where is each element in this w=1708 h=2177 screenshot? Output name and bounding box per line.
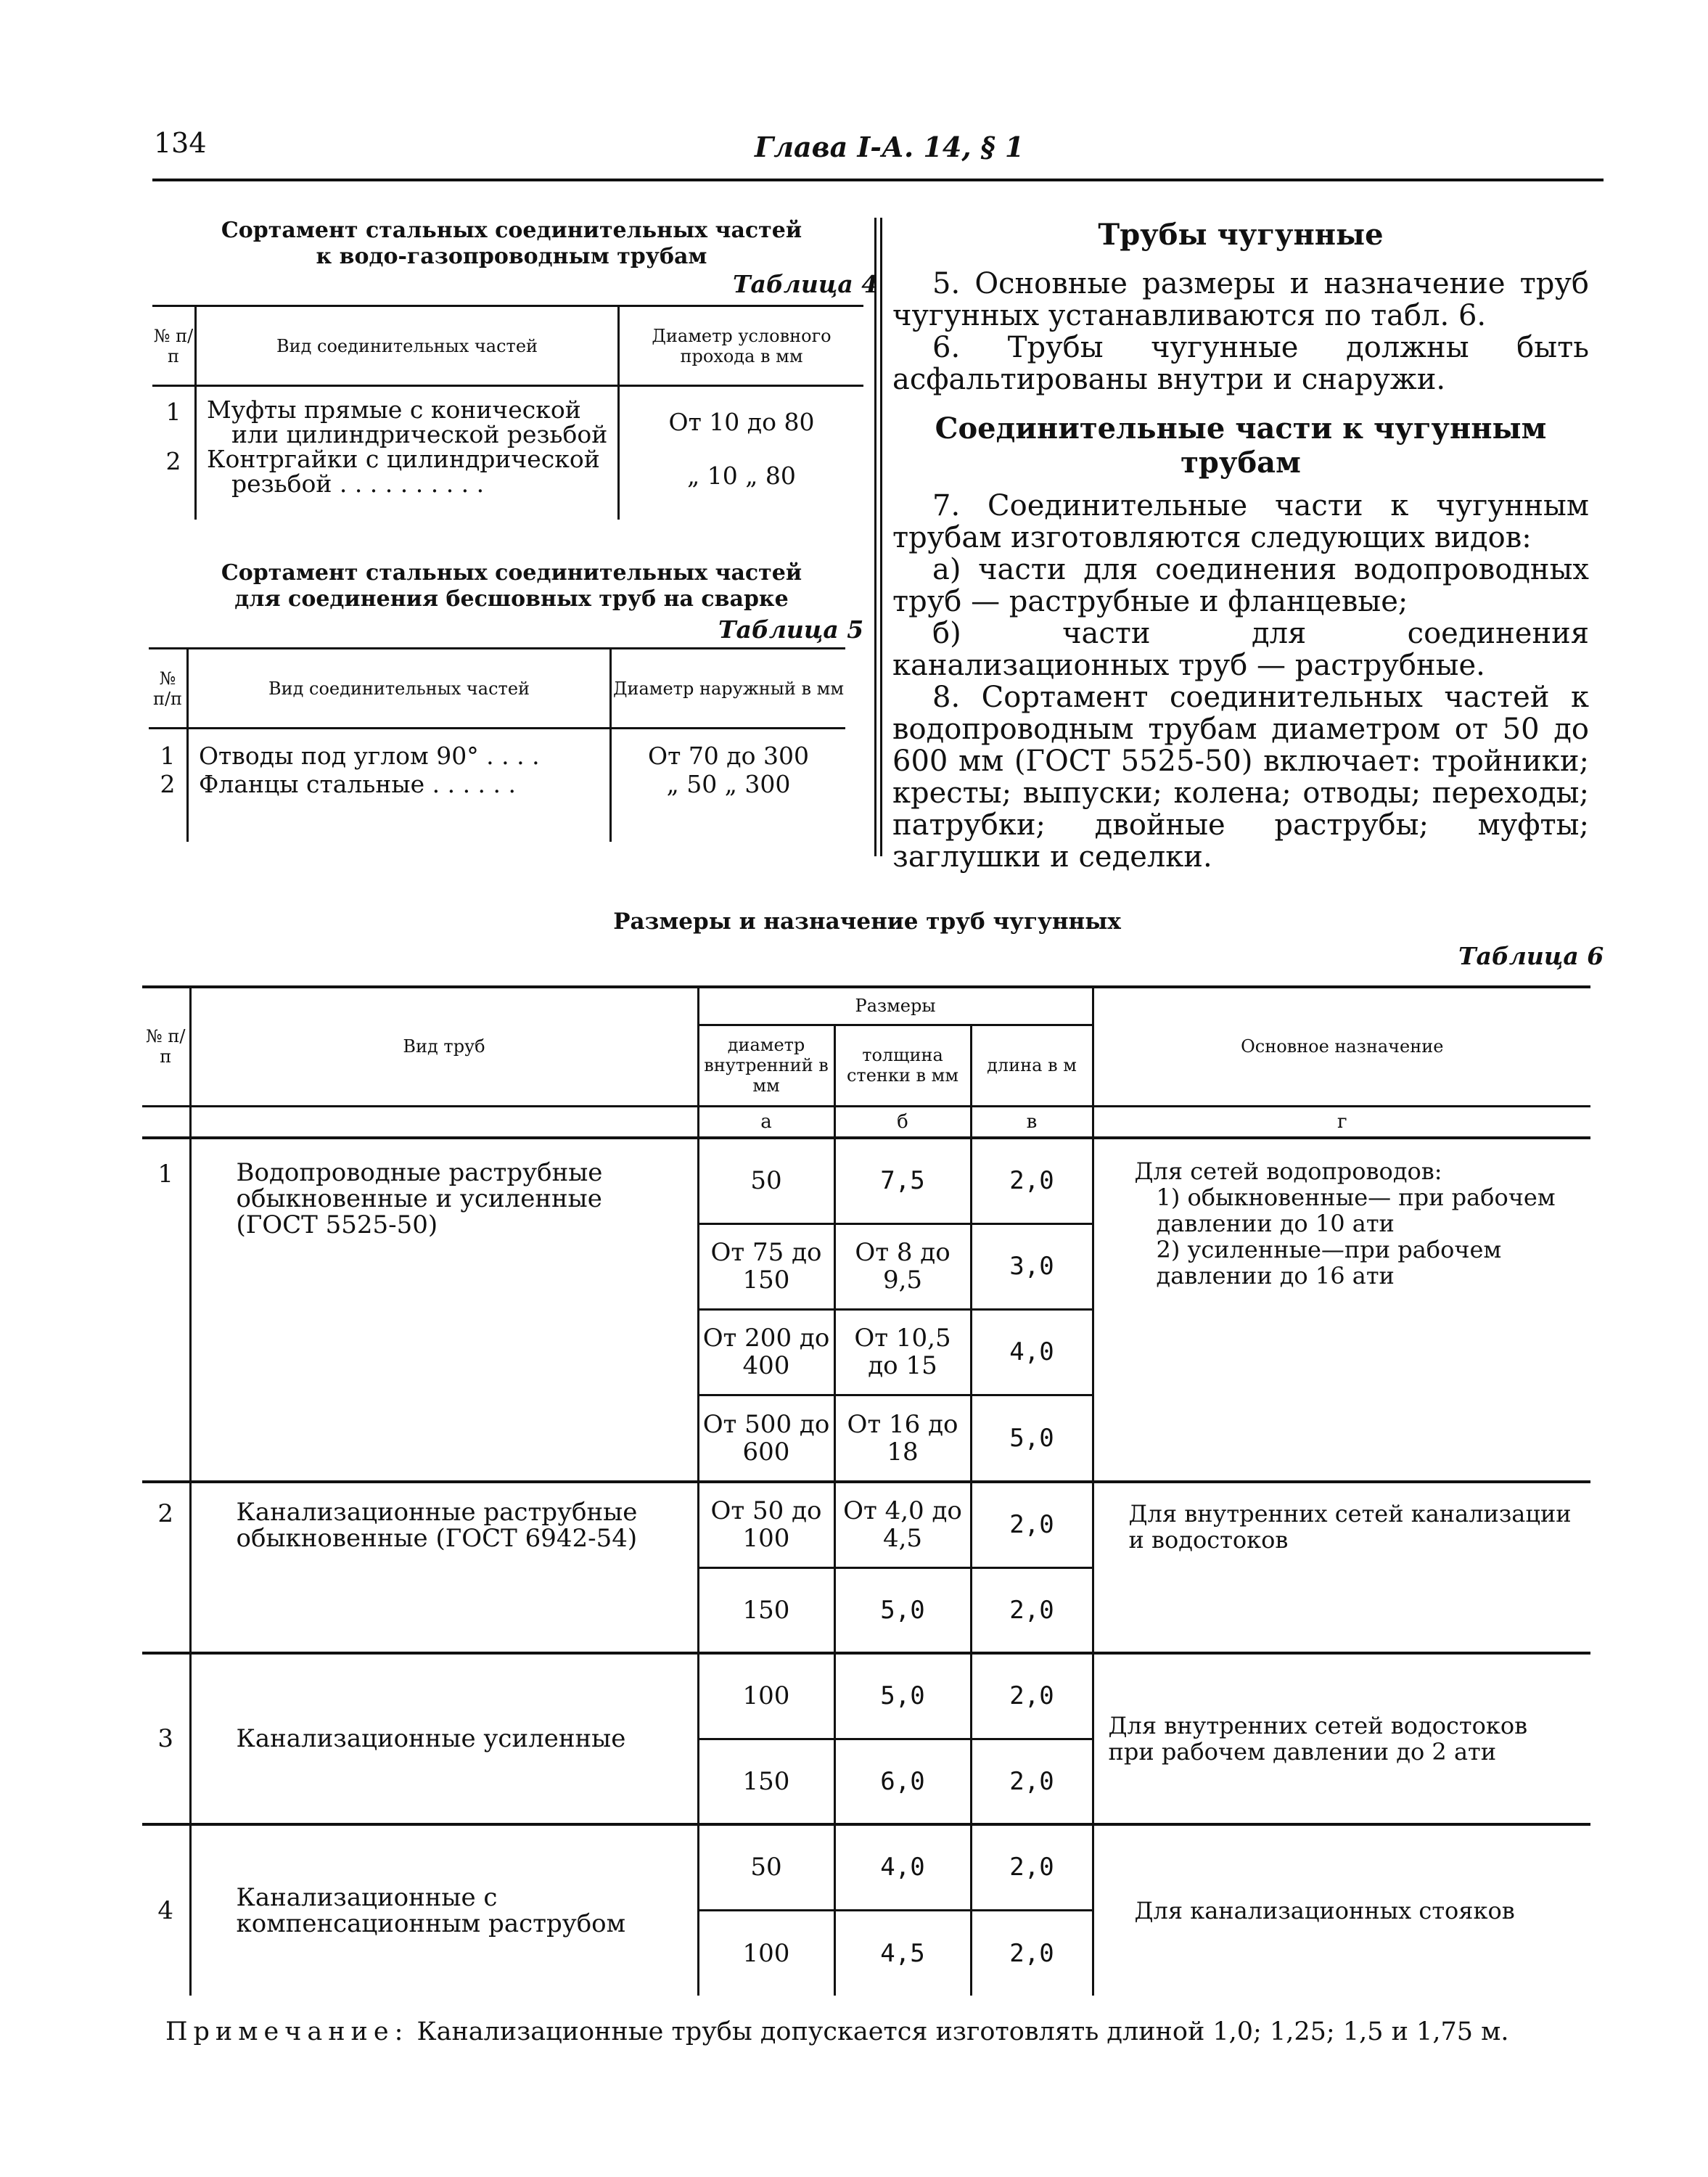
header-rule bbox=[152, 179, 1604, 181]
table4-label: Таблица 4 bbox=[733, 270, 879, 298]
table6-purpose-3: Для внутренних сетей водостоков при рабочем давлении до 2 ати bbox=[1108, 1712, 1528, 1766]
table-row: 3 Канализационные усиленные 100 5,0 2,0 Для внутренних сетей водостоков при рабочем давлении до 2 ати bbox=[142, 1653, 1590, 1739]
table5-col-diam: Диаметр наружный в мм bbox=[612, 678, 845, 699]
paragraph-7a: а) части для соединения водопроводных труб — раструбные и фланцевые; bbox=[892, 553, 1589, 618]
footnote-label: Примечание: bbox=[165, 2017, 409, 2046]
table-row: 1 Водопроводные раструбные обыкновенные и усиленные (ГОСТ 5525-50) 50 7,5 2,0 Для сетей водопроводов: 1) обыкновенные— при рабочем давлении до 10 ати 2) усиленные—при рабочем давлении до 16 ати bbox=[142, 1138, 1590, 1223]
table5-label: Таблица 5 bbox=[718, 615, 864, 644]
table6-col-diam: диаметр внутренний в мм bbox=[698, 1025, 834, 1106]
table6-col-type: Вид труб bbox=[190, 987, 698, 1106]
table4-col-no: № п/п bbox=[152, 306, 196, 386]
table6-purpose-1: Для сетей водопроводов: 1) обыкновенные— при рабочем давлении до 10 ати 2) усиленные—при рабочем давлении до 16 ати bbox=[1134, 1157, 1556, 1290]
table6-key-a: а bbox=[698, 1106, 834, 1138]
table-row: 2 Канализационные раструбные обыкновенные (ГОСТ 6942-54) От 50 до 100 От 4,0 до 4,5 2,0 Для внутренних сетей канализации и водостоков bbox=[142, 1482, 1590, 1567]
table-row: От 500 до 600 От 16 до 18 5,0 bbox=[142, 1395, 1590, 1482]
footnote-text: Канализационные трубы допускается изготовлять длиной 1,0; 1,25; 1,5 и 1,75 м. bbox=[416, 2017, 1509, 2046]
table4 bbox=[152, 305, 863, 520]
section-heading-fittings: Соединительные части к чугунным трубам bbox=[935, 411, 1547, 480]
table-row: От 200 до 400 От 10,5 до 15 4,0 bbox=[142, 1309, 1590, 1395]
table5-col-type: Вид соединительных частей bbox=[188, 649, 611, 729]
table6-purpose-4: Для канализационных стояков bbox=[1134, 1897, 1515, 1924]
right-column bbox=[892, 218, 1589, 873]
table4-caption: Сортамент стальных соединительных частей к водо-газопроводным трубам bbox=[221, 218, 802, 269]
table6-key-d: г bbox=[1337, 1110, 1347, 1133]
table-row: 2 Контргайки с цилиндрической резьбой . . . . . . . . . . „ 10 „ 80 bbox=[152, 447, 863, 505]
column-divider-right bbox=[880, 218, 882, 856]
page-number: 134 bbox=[154, 127, 207, 159]
table-row: 2 Фланцы стальные . . . . . . „ 50 „ 300 bbox=[149, 770, 845, 798]
column-divider-left bbox=[874, 218, 876, 856]
table6-purpose-2: Для внутренних сетей канализации и водостоков bbox=[1128, 1500, 1572, 1554]
table6-label: Таблица 6 bbox=[1458, 942, 1604, 970]
section-heading-cast-iron-pipes: Трубы чугунные bbox=[1098, 218, 1384, 252]
table-row: 100 4,5 2,0 bbox=[142, 1910, 1590, 1996]
table-row: 150 6,0 2,0 bbox=[142, 1739, 1590, 1824]
paragraph-7: 7. Соединительные части к чугунным трубам изготовляются следующих видов: bbox=[892, 489, 1589, 554]
paragraph-7b: б) части для соединения канализационных труб — раструбные. bbox=[892, 617, 1589, 682]
table6-key-c: в bbox=[971, 1106, 1093, 1138]
table6-col-no: № п/п bbox=[142, 987, 190, 1106]
table6-caption: Размеры и назначение труб чугунных bbox=[613, 909, 1121, 935]
paragraph-6: 6. Трубы чугунные должны быть асфальтированы внутри и снаружи. bbox=[892, 331, 1589, 396]
table6-col-len: длина в м bbox=[971, 1025, 1093, 1106]
table4-col-diam: Диаметр условного прохода в мм bbox=[652, 325, 832, 366]
table-row: От 75 до 150 От 8 до 9,5 3,0 bbox=[142, 1223, 1590, 1309]
table5-caption: Сортамент стальных соединительных частей для соединения бесшовных труб на сварке bbox=[221, 560, 802, 612]
table4-col-type: Вид соединительных частей bbox=[196, 306, 619, 386]
table-row: 1 Отводы под углом 90° . . . . От 70 до 300 bbox=[149, 742, 845, 770]
table6-col-purpose: Основное назначение bbox=[1241, 1036, 1444, 1057]
footnote bbox=[165, 2017, 1508, 2046]
paragraph-5: 5. Основные размеры и назначение труб чугунных устанавливаются по табл. 6. bbox=[892, 267, 1589, 332]
table5-col-no: № п/п bbox=[149, 649, 188, 729]
table-row: 4 Канализационные с компенсационным раструбом 50 4,0 2,0 Для канализационных стояков bbox=[142, 1824, 1590, 1910]
running-title: Глава I-А. 14, § 1 bbox=[755, 131, 1025, 163]
paragraph-8: 8. Сортамент соединительных частей к водопроводным трубам диаметром от 50 до 600 мм (ГОСТ 5525-50) включает: тройники; кресты; выпуски; колена; отводы; переходы; патрубки; двойные раструбы; муфты; заглушки и седелки. bbox=[892, 681, 1589, 874]
table-row: 1 Муфты прямые с конической или цилиндрической резьбой От 10 до 80 bbox=[152, 398, 863, 447]
table6 bbox=[142, 985, 1590, 1996]
table6-col-sizes: Размеры bbox=[698, 987, 1093, 1025]
table5 bbox=[149, 647, 845, 842]
table6-col-wall: толщина стенки в мм bbox=[834, 1025, 971, 1106]
table6-key-b: б bbox=[834, 1106, 971, 1138]
table-row: 150 5,0 2,0 bbox=[142, 1567, 1590, 1653]
